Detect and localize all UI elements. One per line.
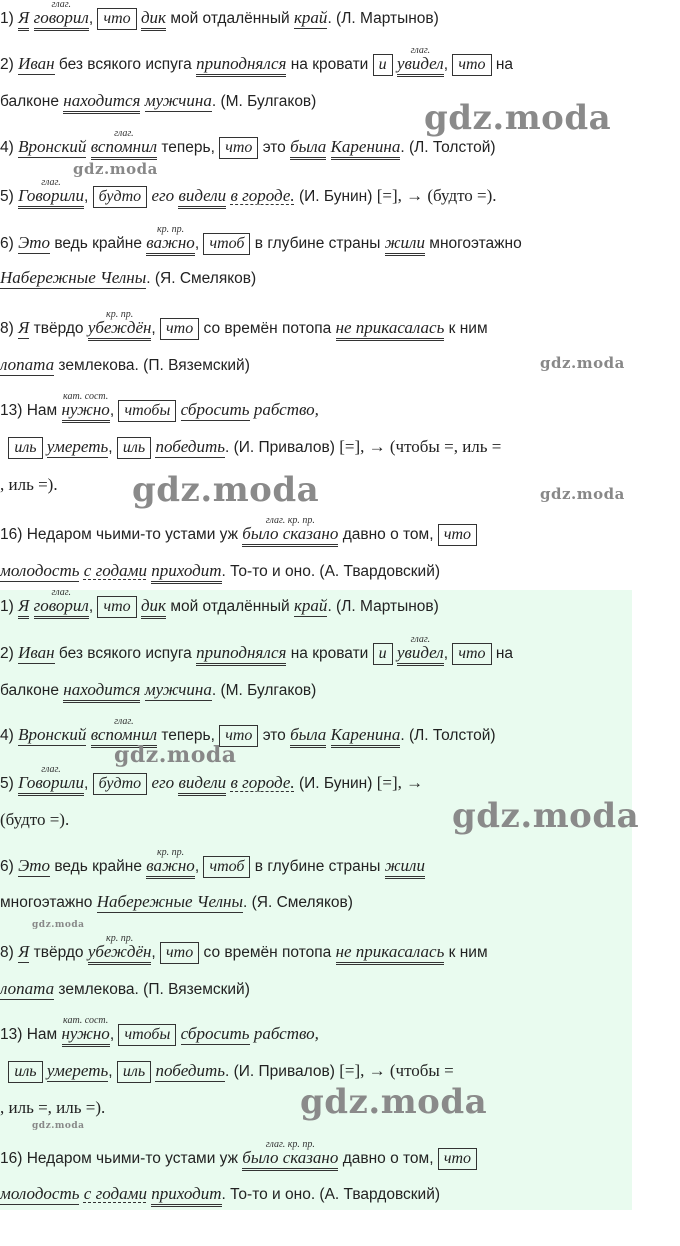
adverbial: с годами — [83, 1184, 147, 1203]
predicate: кр. пр. важно — [146, 856, 195, 879]
subject: край — [293, 8, 328, 27]
predicate: глаг. вспомнил — [91, 137, 157, 160]
source: . (Я. Смеляков) — [146, 270, 257, 287]
highlighted-solution-block — [0, 587, 640, 1210]
plain-text: ведь крайне — [54, 858, 142, 875]
sentence-number: 6) — [0, 235, 14, 252]
plain-text: на — [495, 56, 514, 73]
adverbial: с годами — [83, 561, 147, 580]
sentence-scheme: [=], → (чтобы = — [339, 1061, 454, 1080]
conjunction-box: иль — [8, 437, 42, 459]
part-of-speech-label: глаг. — [41, 764, 61, 775]
sentence-6: 6) Это ведь крайне кр. пр. важно, чтоб в глубине страны жили — [0, 856, 425, 879]
subject: победить — [155, 437, 226, 456]
predicate: видели — [178, 186, 226, 209]
predicate: кр. пр. убеждён — [88, 318, 152, 341]
watermark-logo: gdz.moda — [114, 742, 237, 768]
watermark-logo: gdz.moda — [73, 160, 158, 178]
subject: Иван — [18, 54, 55, 73]
conjunction-box: чтоб — [203, 856, 250, 878]
sentence-number: 1) — [0, 10, 14, 27]
conjunction-box: что — [438, 1148, 477, 1170]
predicate: находится — [63, 91, 140, 114]
adverbial: в городе. — [230, 773, 295, 792]
source: . (Л. Мартынов) — [327, 10, 439, 27]
word: его — [151, 773, 175, 792]
predicate: глаг. Говорили — [18, 773, 84, 796]
conjunction-box: и — [373, 54, 393, 76]
sentence-6-cont — [0, 892, 353, 913]
sentence-13-scheme-cont — [0, 475, 58, 496]
subject: лопата — [0, 979, 55, 998]
sentence-number: 1) — [0, 598, 14, 615]
plain-text: к ним — [448, 944, 488, 961]
watermark-logo: gdz.moda — [300, 1082, 488, 1122]
plain-text: на кровати — [290, 645, 369, 662]
source: землекова. (П. Вяземский) — [58, 981, 250, 998]
sentence-8-cont — [0, 355, 250, 376]
sentence-13-scheme-cont — [0, 1098, 105, 1119]
word: рабство — [253, 1024, 315, 1043]
predicate: дик — [141, 8, 166, 31]
plain-text: теперь, — [161, 139, 215, 156]
source: . (Л. Мартынов) — [327, 598, 439, 615]
plain-text: это — [262, 727, 286, 744]
part-of-speech-label: глаг. — [41, 177, 61, 188]
watermark-logo: gdz.moda — [540, 354, 625, 372]
sentence-number: 13) Нам — [0, 1026, 58, 1043]
sentence-2-cont — [0, 91, 316, 114]
part-of-speech-label: глаг. кр. пр. — [265, 1139, 315, 1150]
plain-text: к ним — [448, 320, 488, 337]
part-of-speech-label: кат. сост. — [63, 391, 109, 402]
sentence-6-cont — [0, 268, 256, 289]
sentence-number: 5) — [0, 775, 14, 792]
predicate: приподнялся — [196, 54, 286, 77]
plain-text: давно о том, — [342, 1150, 434, 1167]
conjunction-box: что — [160, 942, 199, 964]
source: . (И. Привалов) — [225, 439, 335, 456]
predicate: Каренина — [331, 137, 401, 160]
subject: молодость — [0, 1184, 80, 1203]
subject: Набережные Челны — [96, 892, 243, 911]
predicate: была — [290, 137, 326, 160]
plain-text: балконе — [0, 682, 59, 699]
plain-text: со времён потопа — [203, 944, 332, 961]
sentence-5: 5) глаг. Говорили, будто его видели в городе. (И. Бунин) [=], → (будто =). — [0, 186, 497, 209]
conjunction-box: чтобы — [118, 400, 176, 422]
sentence-scheme: , иль =, иль =). — [0, 1098, 106, 1117]
sentence-number: 16) Недаром чьими-то устами уж — [0, 1150, 238, 1167]
plain-text: в глубине страны — [254, 858, 381, 875]
plain-text: твёрдо — [33, 320, 84, 337]
sentence-1: 1) Я глаг. говорил, что дик мой отдалённый край. (Л. Мартынов) — [0, 8, 439, 31]
predicate: глаг. говорил — [34, 596, 89, 619]
predicate: не прикасалась — [336, 318, 445, 341]
conjunction-box: будто — [93, 773, 148, 795]
predicate: глаг. вспомнил — [91, 725, 157, 748]
watermark-logo: gdz.moda — [32, 920, 85, 930]
subject: победить — [155, 1061, 226, 1080]
conjunction-box: что — [97, 596, 136, 618]
subject: Это — [18, 856, 51, 875]
source: . (М. Булгаков) — [211, 682, 317, 699]
sentence-scheme: [=], → — [376, 773, 424, 792]
sentence-scheme: , иль =). — [0, 475, 58, 494]
predicate: кат. сост. нужно — [62, 1024, 110, 1047]
sentence-2-cont — [0, 680, 316, 703]
predicate: кат. сост. нужно — [62, 400, 110, 423]
sentence-4 — [0, 716, 496, 748]
plain-text: это — [262, 139, 286, 156]
plain-text: твёрдо — [33, 944, 84, 961]
subject: Я — [18, 8, 29, 31]
subject: Вронский — [18, 725, 87, 744]
adverbial: в городе. — [230, 186, 295, 205]
sentence-5: 5) глаг. Говорили, будто его видели в городе. (И. Бунин) [=], → — [0, 773, 423, 796]
sentence-16-cont — [0, 1184, 440, 1207]
source: . (Л. Толстой) — [400, 727, 496, 744]
plain-text: в глубине страны — [254, 235, 381, 252]
conjunction-box: чтобы — [118, 1024, 176, 1046]
part-of-speech-label: глаг. — [51, 0, 71, 10]
sentence-16-cont — [0, 561, 440, 584]
sentence-6: 6) Это ведь крайне кр. пр. важно, чтоб в глубине страны жили многоэтажно — [0, 233, 522, 256]
part-of-speech-label: кр. пр. — [156, 224, 185, 235]
conjunction-box: и — [373, 643, 393, 665]
conjunction-box: иль — [117, 437, 151, 459]
sentence-number: 4) — [0, 727, 14, 744]
sentence-number: 6) — [0, 858, 14, 875]
conjunction-box: будто — [93, 186, 148, 208]
sentence-number: 2) — [0, 56, 14, 73]
sentence-13: 13) Нам кат. сост. нужно, чтобы сбросить рабство, — [0, 400, 319, 423]
sentence-scheme: [=], → (чтобы =, иль = — [339, 437, 502, 456]
sentence-2: 2) Иван без всякого испуга приподнялся на кровати и глаг. увидел, что на — [0, 54, 513, 77]
conjunction-box: иль — [8, 1061, 42, 1083]
conjunction-box: что — [452, 643, 491, 665]
conjunction-box: что — [219, 725, 258, 747]
subject: мужчина — [144, 680, 212, 699]
plain-text: теперь, — [161, 727, 215, 744]
watermark-logo: gdz.moda — [424, 98, 612, 138]
conjunction-box: что — [219, 137, 258, 159]
sentence-number: 2) — [0, 645, 14, 662]
sentence-16 — [0, 1139, 477, 1171]
sentence-5-scheme-cont — [0, 810, 69, 831]
part-of-speech-label: кр. пр. — [106, 309, 134, 320]
sentence-16 — [0, 515, 477, 547]
predicate: глаг. кр. пр. было сказано — [242, 524, 338, 547]
source: . То-то и оно. (А. Твардовский) — [221, 563, 441, 580]
source: . (М. Булгаков) — [211, 93, 317, 110]
watermark-logo: gdz.moda — [132, 470, 320, 510]
word: его — [151, 186, 175, 205]
sentence-8: 8) Я твёрдо кр. пр. убеждён, что со времён потопа не прикасалась к ним — [0, 942, 488, 965]
sentence-number: 8) — [0, 944, 14, 961]
sentence-13: 13) Нам кат. сост. нужно, чтобы сбросить рабство, — [0, 1024, 319, 1047]
sentence-13-cont: иль умереть, иль победить. (И. Привалов) [=], → (чтобы =, иль = — [0, 437, 501, 459]
plain-text: мой отдалённый — [170, 598, 290, 615]
predicate: кр. пр. важно — [146, 233, 195, 256]
sentence-scheme: [=], → (будто =). — [376, 186, 497, 205]
plain-text: без всякого испуга — [58, 645, 192, 662]
plain-text: ведь крайне — [54, 235, 142, 252]
conjunction-box: чтоб — [203, 233, 250, 255]
conjunction-box: что — [97, 8, 136, 30]
plain-text: балконе — [0, 93, 59, 110]
plain-text: многоэтажно — [429, 235, 522, 252]
sentence-8-cont — [0, 979, 250, 1000]
predicate: глаг. кр. пр. было сказано — [242, 1148, 338, 1171]
part-of-speech-label: глаг. — [114, 128, 134, 139]
sentence-4 — [0, 128, 496, 160]
source: (И. Бунин) — [298, 775, 373, 792]
source: . (Я. Смеляков) — [243, 894, 353, 911]
subject: Вронский — [18, 137, 87, 156]
predicate: находится — [63, 680, 140, 703]
sentence-number: 13) Нам — [0, 402, 58, 419]
part-of-speech-label: глаг. — [114, 716, 134, 727]
sentence-1: 1) Я глаг. говорил, что дик мой отдалённый край. (Л. Мартынов) — [0, 596, 439, 619]
watermark-logo: gdz.moda — [540, 485, 625, 503]
predicate: видели — [178, 773, 226, 796]
sentence-13-cont: иль умереть, иль победить. (И. Привалов) [=], → (чтобы = — [0, 1061, 454, 1083]
subject: умереть — [46, 437, 109, 456]
predicate: глаг. увидел — [397, 54, 444, 77]
subject: молодость — [0, 561, 80, 580]
part-of-speech-label: кат. сост. — [63, 1015, 109, 1026]
predicate: была — [290, 725, 326, 748]
subject: сбросить — [180, 1024, 250, 1043]
predicate: приходит — [151, 1184, 221, 1207]
watermark-logo: gdz.moda — [452, 796, 640, 836]
subject: Набережные Челны — [0, 268, 147, 287]
predicate: не прикасалась — [336, 942, 445, 965]
part-of-speech-label: кр. пр. — [106, 933, 134, 944]
part-of-speech-label: глаг. — [51, 587, 71, 598]
source: землекова. (П. Вяземский) — [58, 357, 250, 374]
predicate: дик — [141, 596, 166, 619]
part-of-speech-label: глаг. — [410, 634, 431, 645]
source: . (И. Привалов) — [225, 1063, 335, 1080]
predicate: кр. пр. убеждён — [88, 942, 152, 965]
source: . То-то и оно. (А. Твардовский) — [221, 1186, 441, 1203]
conjunction-box: что — [438, 524, 477, 546]
plain-text: на — [495, 645, 514, 662]
predicate: глаг. Говорили — [18, 186, 84, 209]
sentence-number: 5) — [0, 188, 14, 205]
watermark-logo: gdz.moda — [32, 1121, 85, 1131]
sentence-scheme: (будто =). — [0, 810, 70, 829]
subject: Я — [18, 318, 30, 337]
sentence-number: 4) — [0, 139, 14, 156]
subject: Я — [18, 596, 29, 619]
plain-text: со времён потопа — [203, 320, 332, 337]
source: (И. Бунин) — [298, 188, 373, 205]
part-of-speech-label: глаг. кр. пр. — [265, 515, 315, 526]
subject: Я — [18, 942, 30, 961]
predicate: глаг. говорил — [34, 8, 89, 31]
source: . (Л. Толстой) — [400, 139, 496, 156]
sentence-8: 8) Я твёрдо кр. пр. убеждён, что со времён потопа не прикасалась к ним — [0, 318, 488, 341]
plain-text: без всякого испуга — [58, 56, 192, 73]
part-of-speech-label: глаг. — [410, 45, 431, 56]
conjunction-box: что — [160, 318, 199, 340]
plain-text: многоэтажно — [0, 894, 93, 911]
predicate: приходит — [151, 561, 221, 584]
plain-text: давно о том, — [342, 526, 434, 543]
predicate: глаг. увидел — [397, 643, 444, 666]
subject: умереть — [46, 1061, 109, 1080]
sentence-number: 16) Недаром чьими-то устами уж — [0, 526, 238, 543]
subject: мужчина — [144, 91, 212, 110]
subject: край — [293, 596, 328, 615]
predicate: Каренина — [331, 725, 401, 748]
part-of-speech-label: кр. пр. — [156, 847, 185, 858]
plain-text: мой отдалённый — [170, 10, 290, 27]
predicate: жили — [385, 856, 425, 879]
sentence-2: 2) Иван без всякого испуга приподнялся на кровати и глаг. увидел, что на — [0, 643, 513, 666]
sentence-number: 8) — [0, 320, 14, 337]
predicate: приподнялся — [196, 643, 286, 666]
subject: сбросить — [180, 400, 250, 419]
conjunction-box: иль — [117, 1061, 151, 1083]
subject: Иван — [18, 643, 55, 662]
predicate: жили — [385, 233, 425, 256]
conjunction-box: что — [452, 54, 491, 76]
word: рабство — [253, 400, 315, 419]
subject: лопата — [0, 355, 55, 374]
subject: Это — [18, 233, 51, 252]
plain-text: на кровати — [290, 56, 369, 73]
